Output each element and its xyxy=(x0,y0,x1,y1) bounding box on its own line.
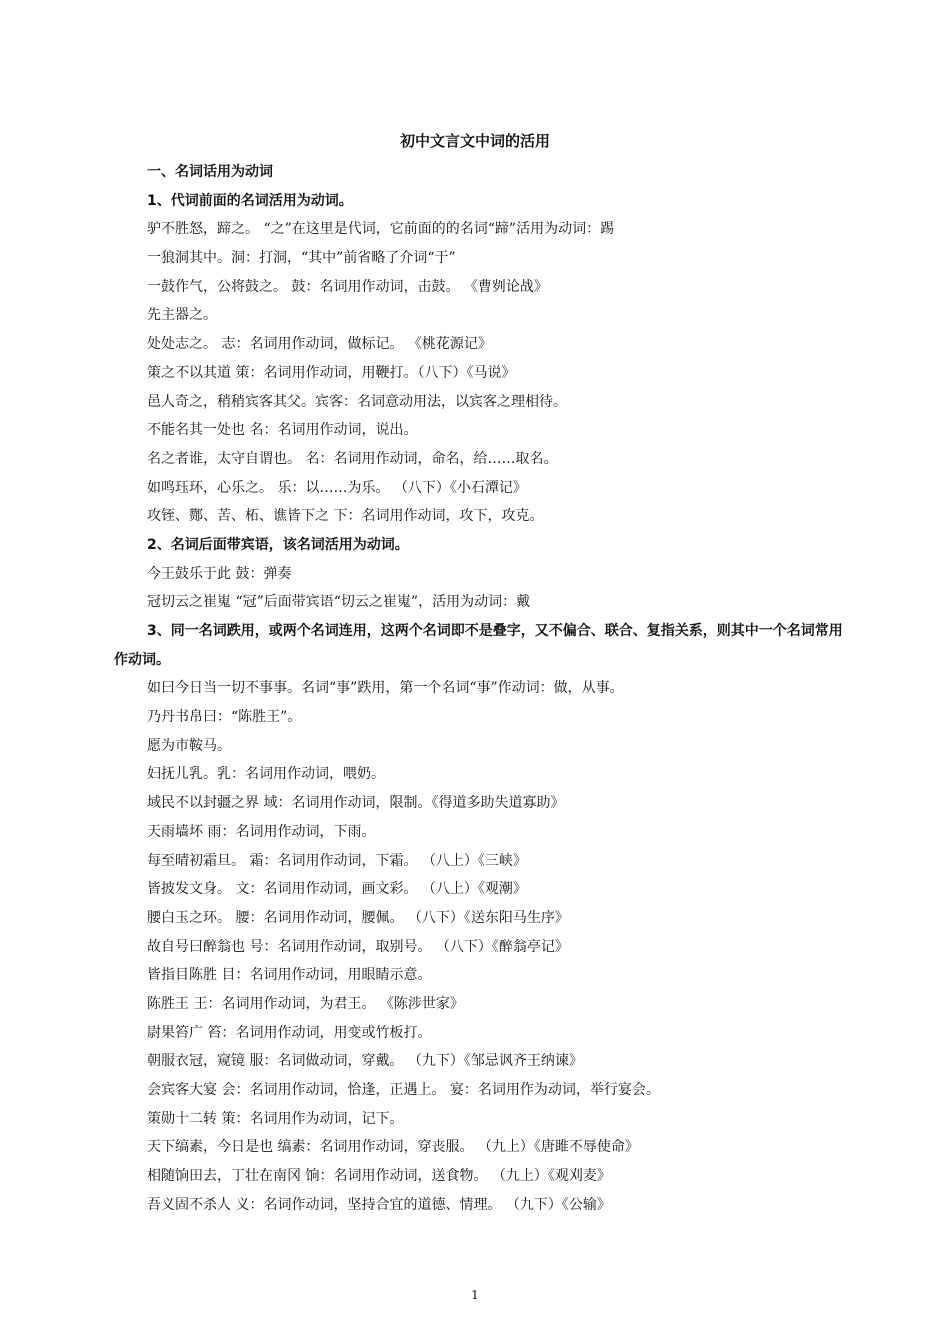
text-line: 冠切云之崔嵬 “冠”后面带宾语“切云之崔嵬”，活用为动词：戴 xyxy=(147,594,531,611)
text-line: 乃丹书帛曰：“陈胜王”。 xyxy=(147,709,302,726)
text-line: 策勋十二转 策：名词用作为动词，记下。 xyxy=(147,1110,404,1127)
text-line: 名之者谁，太守自谓也。 名：名词用作动词，命名，给……取名。 xyxy=(147,450,558,467)
document-body xyxy=(114,158,844,1219)
text-line: 皆指目陈胜 目：名词用作动词，用眼睛示意。 xyxy=(147,967,432,984)
text-line: 一鼓作气，公将鼓之。 鼓：名词用作动词，击鼓。 《曹刿论战》 xyxy=(147,278,548,295)
text-line: 故自号曰醉翁也 号：名词用作动词，取别号。 （八下）《醉翁亭记》 xyxy=(147,938,569,955)
text-line: 一狼洞其中。洞：打洞，“其中”前省略了介词“于” xyxy=(147,250,456,267)
text-line: 皆披发文身。 文：名词用作动词，画文彩。 （八上）《观潮》 xyxy=(147,881,527,898)
text-line: 尉果笞广 笞：名词用作动词，用变或竹板打。 xyxy=(147,1024,432,1041)
text-line: 先主器之。 xyxy=(147,307,217,324)
text-line: 策之不以其道 策：名词用作动词，用鞭打。（八下）《马说》 xyxy=(147,364,516,381)
text-line: 驴不胜怒，蹄之。 “之”在这里是代词，它前面的的名词“蹄”活用为动词：踢 xyxy=(147,221,615,238)
text-line: 腰白玉之环。 腰：名词用作动词，腰佩。 （八下）《送东阳马生序》 xyxy=(147,909,569,926)
text-line: 域民不以封疆之界 域：名词用作动词，限制。《得道多助失道寡助》 xyxy=(147,795,565,812)
text-line: 吾义固不杀人 义：名词作动词，坚持合宜的道德、情理。 （九下）《公输》 xyxy=(147,1196,611,1213)
page-number: 1 xyxy=(471,1288,479,1302)
text-line: 攻铚、酂、苦、柘、谯皆下之 下：名词用作动词，攻下，攻克。 xyxy=(147,508,544,525)
section-heading: 一、名词话用为动词 xyxy=(147,164,273,180)
text-line: 今王鼓乐于此 鼓：弹奏 xyxy=(147,565,292,582)
text-line: 陈胜王 王：名词用作动词，为君王。 《陈涉世家》 xyxy=(147,995,464,1012)
text-line: 天雨墙坏 雨：名词用作动词，下雨。 xyxy=(147,823,376,840)
section-heading: 3、同一名词跌用，或两个名词连用，这两个名词即不是叠字，又不偏合、联合、复指关系，则其中一个名词常用作动词。 xyxy=(114,623,843,668)
text-line: 处处志之。 志：名词用作动词，做标记。 《桃花源记》 xyxy=(147,336,492,353)
section-heading: 1、代词前面的名词活用为动词。 xyxy=(147,192,353,209)
text-line: 邑人奇之，稍稍宾客其父。宾客：名词意动用法，以宾客之理相待。 xyxy=(147,393,567,410)
text-line: 会宾客大宴 会：名词用作动词，恰逢，正遇上。 宴：名词用作为动词，举行宴会。 xyxy=(147,1082,660,1099)
text-line: 愿为市鞍马。 xyxy=(147,737,231,754)
text-line: 如曰今日当一切不事事。名词“事”跌用，第一个名词“事”作动词：做，从事。 xyxy=(147,680,624,697)
text-line: 不能名其一处也 名：名词用作动词，说出。 xyxy=(147,422,418,439)
text-line: 朝服衣冠，窥镜 服：名词做动词，穿戴。 （九下）《邹忌讽齐王纳谏》 xyxy=(147,1053,583,1070)
section-heading: 2、名词后面带宾语，该名词活用为动词。 xyxy=(147,536,409,553)
text-line: 每至晴初霜旦。 霜：名词用作动词，下霜。 （八上）《三峡》 xyxy=(147,852,527,869)
text-line: 妇抚儿乳。乳：名词用作动词，喂奶。 xyxy=(147,766,385,783)
text-line: 天下缟素，今日是也 缟素：名词用作动词，穿丧服。 （九上）《唐雎不辱使命》 xyxy=(147,1139,639,1156)
document-title: 初中文言文中词的活用 xyxy=(399,132,550,150)
text-line: 相随饷田去，丁壮在南冈 饷：名词用作动词，送食物。 （九上）《观刈麦》 xyxy=(147,1168,611,1185)
text-line: 如鸣珏环，心乐之。 乐：以……为乐。 （八下）《小石潭记》 xyxy=(147,479,527,496)
